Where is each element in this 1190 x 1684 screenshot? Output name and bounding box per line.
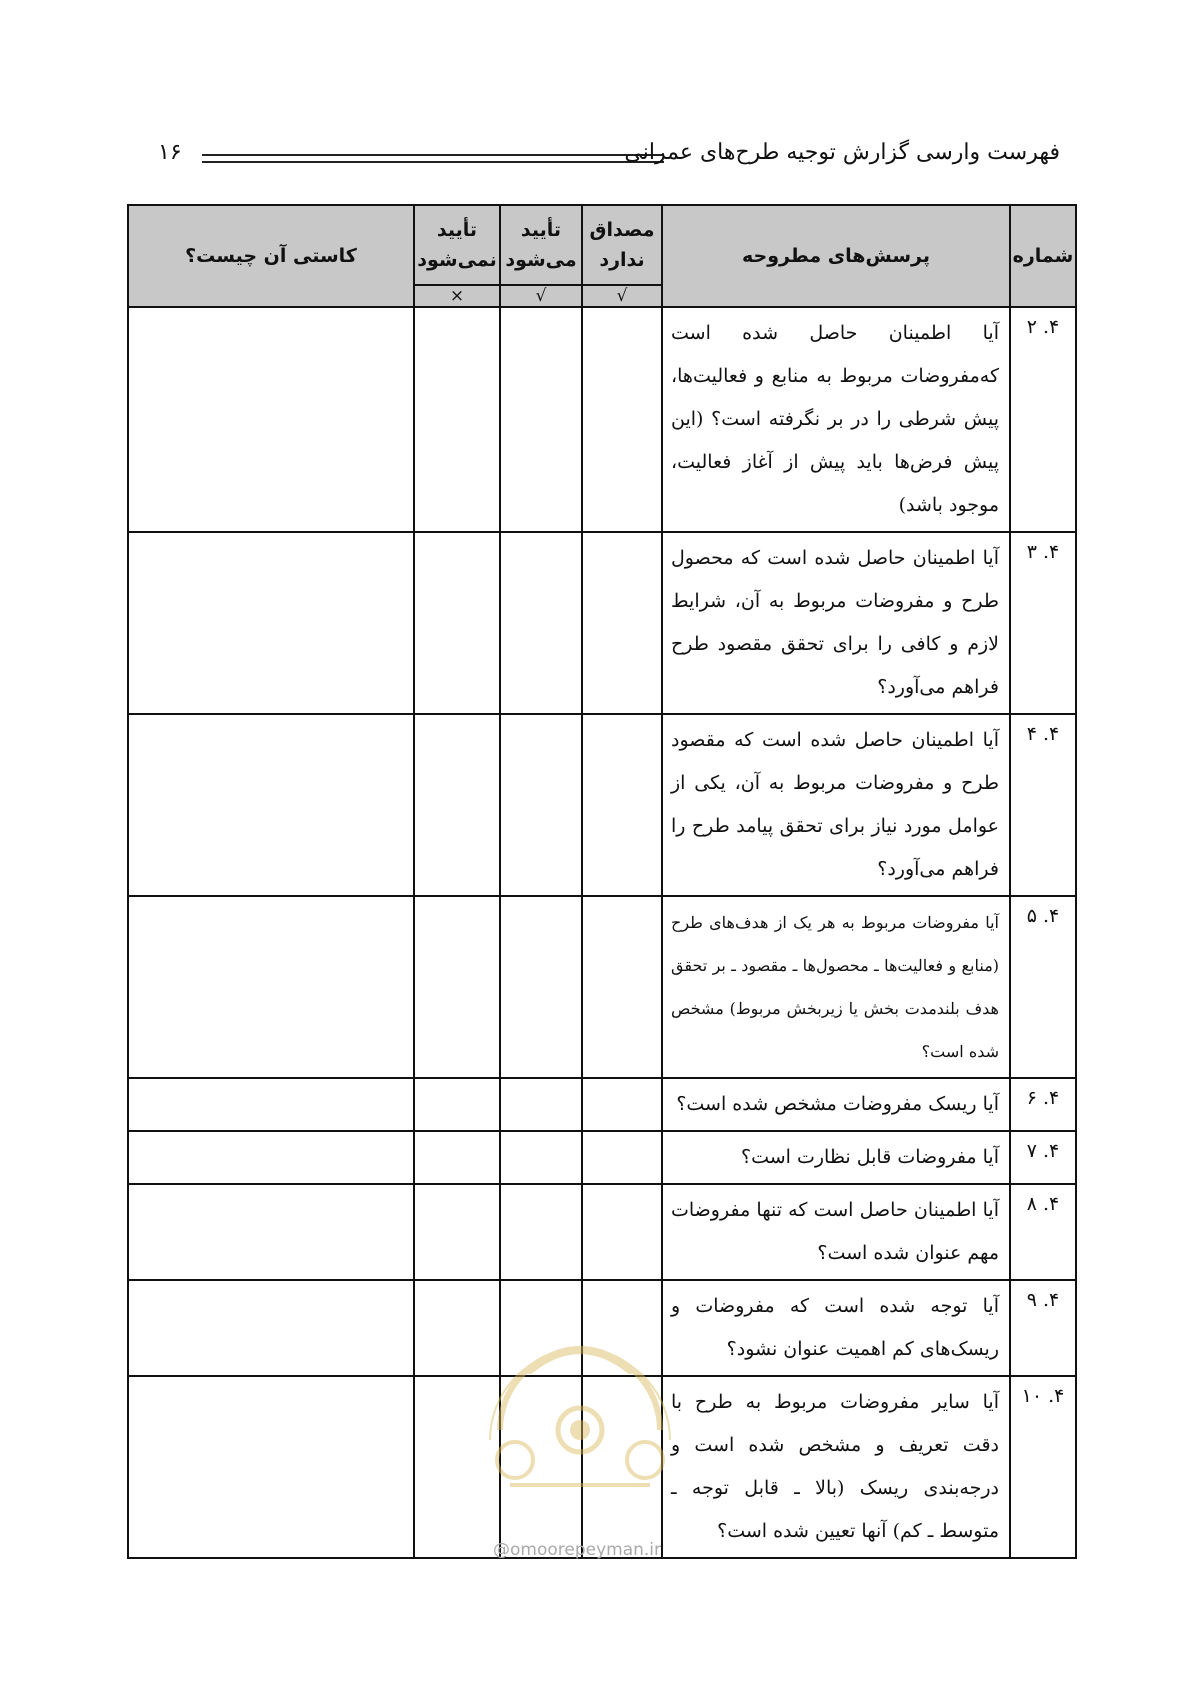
confirmed-cell [500,532,582,714]
shortcoming-cell [128,307,414,532]
running-title: فهرست وارسی گزارش توجیه طرح‌های عمرانی [624,140,1060,165]
page-header [150,140,1060,176]
shortcoming-cell [128,1280,414,1376]
table-row [128,1131,1076,1184]
cross-mark: × [414,285,500,307]
shortcoming-cell [128,532,414,714]
question-text: آیا ریسک مفروضات مشخص شده است؟ [662,1078,1010,1131]
not-applicable-cell [582,532,662,714]
header-rule [202,154,664,156]
confirmed-cell [500,307,582,532]
row-number: ۴. ۸ [1010,1184,1076,1280]
not-confirmed-cell [414,1131,500,1184]
not-applicable-cell [582,714,662,896]
page-number: ۱۶ [158,140,182,165]
not-confirmed-cell [414,714,500,896]
question-text: آیا مفروضات مربوط به هر یک از هدف‌های طرح (منابع و فعالیت‌ها ـ محصول‌ها ـ مقصود ـ بر تحقق هدف بلندمدت بخش یا زیربخش مربوط) مشخص شده است؟ [662,896,1010,1078]
not-confirmed-cell [414,307,500,532]
question-text: آیا اطمینان حاصل شده است که‌مفروضات مربوط به منابع و فعالیت‌ها، پیش شرطی را در بر نگرفته است؟ (این پیش فرض‌ها باید پیش از آغاز فعالیت، موجود باشد) [662,307,1010,532]
row-number: ۴. ۲ [1010,307,1076,532]
not-confirmed-cell [414,1184,500,1280]
row-number: ۴. ۹ [1010,1280,1076,1376]
column-header-confirmed: تأیید می‌شود [500,205,582,285]
column-header-shortcoming: کاستی آن چیست؟ [128,205,414,307]
row-number: ۴. ۶ [1010,1078,1076,1131]
table-row [128,896,1076,1078]
question-text: آیا اطمینان حاصل شده است که مقصود طرح و مفروضات مربوط به آن، یکی از عوامل مورد نیاز برای تحقق پیامد طرح را فراهم می‌آورد؟ [662,714,1010,896]
shortcoming-cell [128,1131,414,1184]
column-header-number: شماره [1010,205,1076,307]
table-row [128,1184,1076,1280]
question-text: آیا اطمینان حاصل شده است که محصول طرح و مفروضات مربوط به آن، شرایط لازم و کافی را برای تحقق مقصود طرح فراهم می‌آورد؟ [662,532,1010,714]
check-mark: √ [582,285,662,307]
shortcoming-cell [128,1184,414,1280]
question-text: آیا توجه شده است که مفروضات و ریسک‌های کم اهمیت عنوان نشود؟ [662,1280,1010,1376]
column-header-not-confirmed: تأیید نمی‌شود [414,205,500,285]
header-rule [202,161,664,163]
table-row [128,714,1076,896]
check-mark: √ [500,285,582,307]
question-text: آیا مفروضات قابل نظارت است؟ [662,1131,1010,1184]
row-number: ۴. ۳ [1010,532,1076,714]
not-applicable-cell [582,1078,662,1131]
table-row [128,307,1076,532]
shortcoming-cell [128,1078,414,1131]
row-number: ۴. ۱۰ [1010,1376,1076,1558]
shortcoming-cell [128,1376,414,1558]
not-applicable-cell [582,307,662,532]
shortcoming-cell [128,714,414,896]
question-text: آیا سایر مفروضات مربوط به طرح با دقت تعریف و مشخص شده است و درجه‌بندی ریسک (بالا ـ قابل توجه ـ متوسط ـ کم) آنها تعیین شده است؟ [662,1376,1010,1558]
watermark-url: @omoorepeyman.ir [493,1540,662,1560]
not-confirmed-cell [414,896,500,1078]
column-header-question: پرسش‌های مطروحه [662,205,1010,307]
row-number: ۴. ۵ [1010,896,1076,1078]
confirmed-cell [500,896,582,1078]
not-confirmed-cell [414,532,500,714]
table-row [128,532,1076,714]
confirmed-cell [500,1184,582,1280]
not-applicable-cell [582,1184,662,1280]
shortcoming-cell [128,896,414,1078]
confirmed-cell [500,714,582,896]
column-header-not-applicable: مصداق ندارد [582,205,662,285]
not-confirmed-cell [414,1078,500,1131]
confirmed-cell [500,1078,582,1131]
row-number: ۴. ۴ [1010,714,1076,896]
watermark-logo [470,1310,690,1500]
row-number: ۴. ۷ [1010,1131,1076,1184]
table-row [128,1078,1076,1131]
question-text: آیا اطمینان حاصل است که تنها مفروضات مهم عنوان شده است؟ [662,1184,1010,1280]
not-applicable-cell [582,896,662,1078]
confirmed-cell [500,1131,582,1184]
not-applicable-cell [582,1131,662,1184]
